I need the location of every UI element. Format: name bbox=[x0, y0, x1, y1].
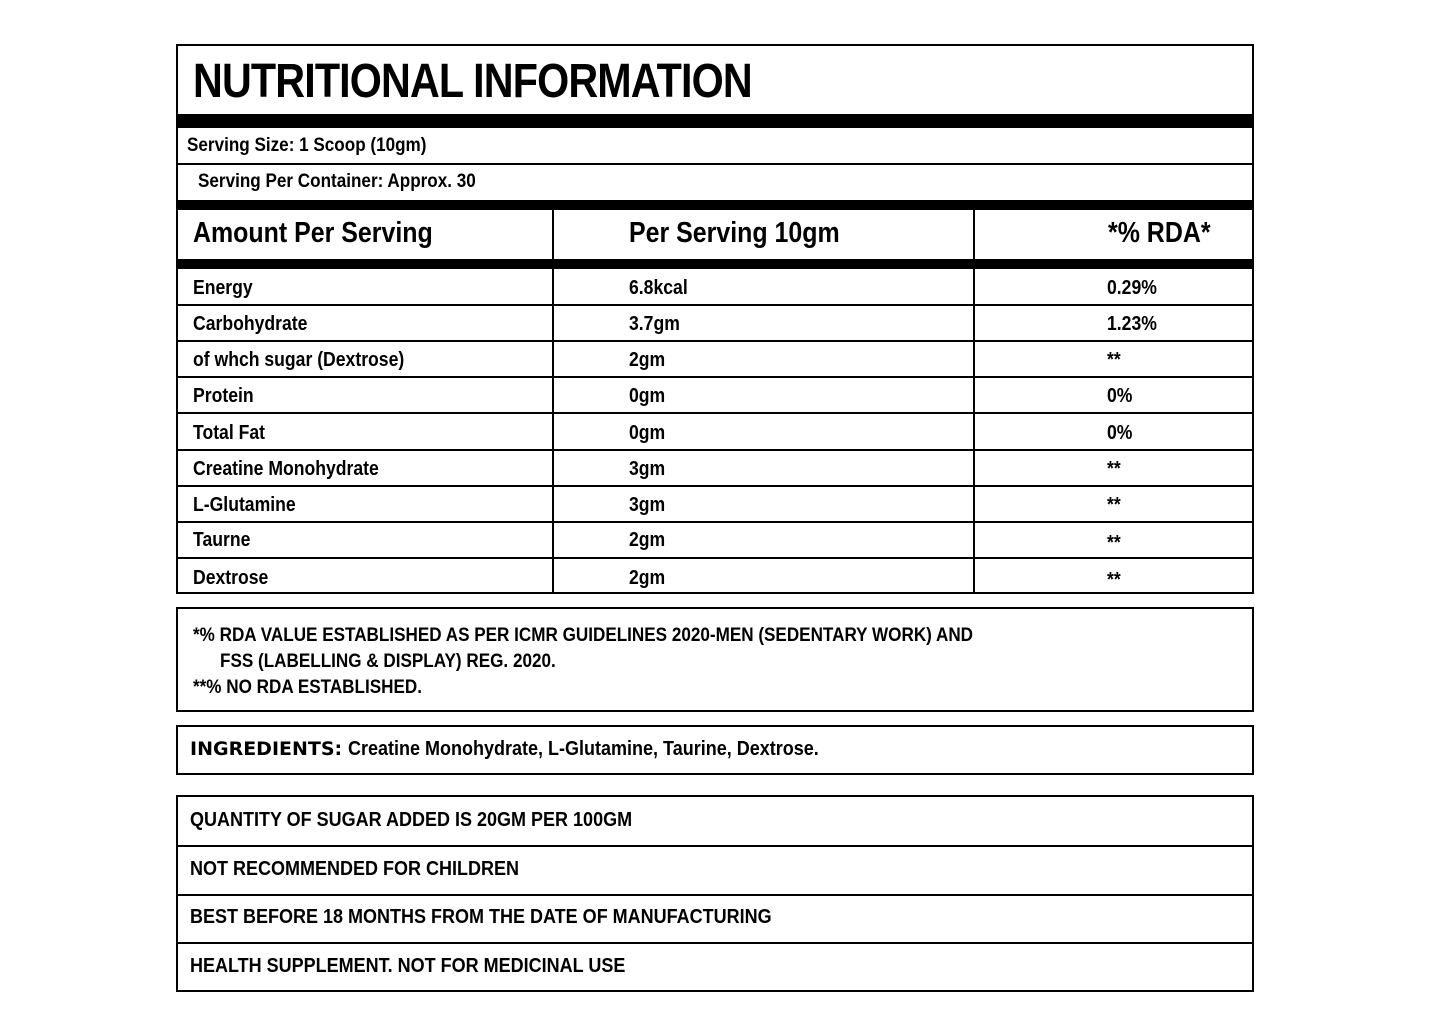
nutrient-name: Creatine Monohydrate bbox=[193, 458, 379, 480]
nutrient-value: 3gm bbox=[629, 458, 666, 480]
note-sugar-quantity: QUANTITY OF SUGAR ADDED IS 20GM PER 100GM bbox=[190, 809, 633, 831]
table-row bbox=[178, 559, 1252, 595]
title-row bbox=[178, 46, 1252, 114]
header-bottom-divider bbox=[178, 259, 1252, 269]
note-best-before: BEST BEFORE 18 MONTHS FROM THE DATE OF MANUFACTURING bbox=[190, 906, 772, 928]
nutrient-rda: ** bbox=[1107, 532, 1121, 554]
nutrition-panel bbox=[176, 44, 1254, 594]
ingredients-line bbox=[190, 738, 871, 761]
panel-title: NUTRITIONAL INFORMATION bbox=[193, 55, 752, 108]
ingredients-panel bbox=[176, 725, 1254, 775]
table-row bbox=[178, 305, 1252, 341]
footnote-line-3: **% NO RDA ESTABLISHED. bbox=[193, 677, 422, 698]
nutrient-rda: ** bbox=[1107, 458, 1121, 480]
nutrient-rda: 0% bbox=[1107, 422, 1133, 444]
title-divider bbox=[178, 114, 1252, 128]
note-health-supplement: HEALTH SUPPLEMENT. NOT FOR MEDICINAL USE bbox=[190, 955, 626, 977]
nutrient-value: 2gm bbox=[629, 567, 666, 589]
nutrient-name: of whch sugar (Dextrose) bbox=[193, 349, 405, 371]
nutrient-name: Taurne bbox=[193, 529, 251, 551]
nutrient-rda: 0% bbox=[1107, 385, 1133, 407]
table-row bbox=[178, 341, 1252, 377]
table-row bbox=[178, 450, 1252, 486]
table-row bbox=[178, 414, 1252, 450]
note-row bbox=[178, 894, 1252, 943]
servings-per-container: Serving Per Container: Approx. 30 bbox=[198, 171, 476, 192]
nutrient-value: 0gm bbox=[629, 385, 666, 407]
table-row bbox=[178, 521, 1252, 557]
serving-divider bbox=[178, 163, 1252, 165]
nutrient-value: 2gm bbox=[629, 349, 666, 371]
rda-footnote-panel bbox=[176, 607, 1254, 712]
note-row bbox=[178, 797, 1252, 846]
ingredients-label: INGREDIENTS: bbox=[190, 738, 343, 760]
table-row bbox=[178, 377, 1252, 413]
nutrient-rda: ** bbox=[1107, 494, 1121, 516]
nutrient-name: Total Fat bbox=[193, 422, 266, 444]
nutrient-name: Energy bbox=[193, 277, 253, 299]
table-row bbox=[178, 269, 1252, 305]
footnote-line-2: FSS (LABELLING & DISPLAY) REG. 2020. bbox=[220, 651, 556, 672]
ingredients-text: Creatine Monohydrate, L-Glutamine, Taurine, Dextrose. bbox=[347, 738, 819, 760]
nutrient-rda: ** bbox=[1107, 349, 1121, 371]
nutrient-value: 2gm bbox=[629, 529, 666, 551]
note-row bbox=[178, 943, 1252, 992]
header-per-serving: Per Serving 10gm bbox=[629, 217, 840, 249]
nutrient-rda: 0.29% bbox=[1107, 277, 1157, 299]
nutrient-rda: 1.23% bbox=[1107, 313, 1157, 335]
serving-size: Serving Size: 1 Scoop (10gm) bbox=[187, 135, 427, 156]
nutrient-value: 3.7gm bbox=[629, 313, 680, 335]
header-top-divider bbox=[178, 200, 1252, 210]
note-children-warning: NOT RECOMMENDED FOR CHILDREN bbox=[190, 858, 519, 880]
nutrient-value: 0gm bbox=[629, 422, 666, 444]
nutrient-value: 3gm bbox=[629, 494, 666, 516]
nutrient-name: Carbohydrate bbox=[193, 313, 308, 335]
notes-panel bbox=[176, 795, 1254, 992]
header-rda: *% RDA* bbox=[1108, 217, 1211, 249]
nutrient-value: 6.8kcal bbox=[629, 277, 688, 299]
footnote-line-1: *% RDA VALUE ESTABLISHED AS PER ICMR GUIDELINES 2020-MEN (SEDENTARY WORK) AND bbox=[193, 625, 974, 646]
header-amount: Amount Per Serving bbox=[193, 217, 433, 249]
nutrient-rda: ** bbox=[1107, 569, 1121, 591]
nutrient-name: L-Glutamine bbox=[193, 494, 296, 516]
table-row bbox=[178, 486, 1252, 522]
note-row bbox=[178, 846, 1252, 895]
nutrient-name: Protein bbox=[193, 385, 254, 407]
nutrient-name: Dextrose bbox=[193, 567, 269, 589]
